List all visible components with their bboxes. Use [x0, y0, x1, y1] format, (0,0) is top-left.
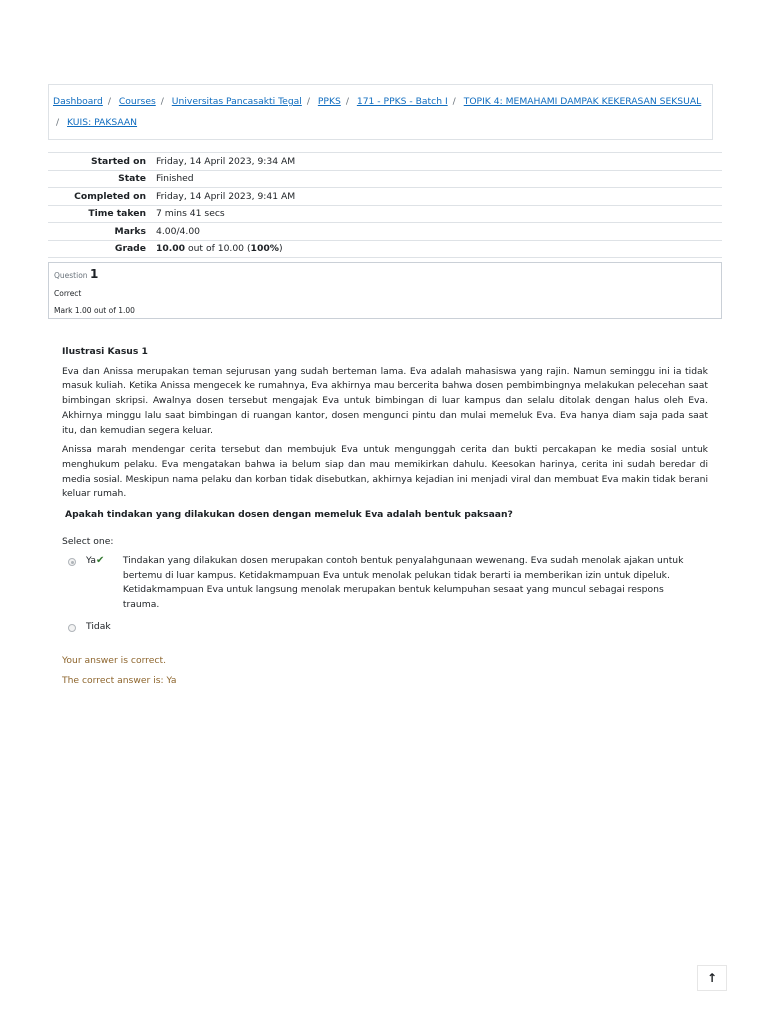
option-label: Ya: [86, 555, 96, 566]
breadcrumb-university[interactable]: Universitas Pancasakti Tegal: [171, 96, 302, 107]
select-one-label: Select one:: [62, 536, 114, 547]
outcome-feedback: [62, 655, 177, 695]
summary-row-started: [48, 153, 722, 171]
breadcrumb-separator: /: [107, 96, 111, 107]
breadcrumb-separator: /: [306, 96, 310, 107]
breadcrumb-ppks[interactable]: PPKS: [317, 96, 341, 107]
back-to-top-button[interactable]: [697, 965, 727, 991]
question-number: [54, 267, 716, 281]
summary-row-grade: [48, 240, 722, 258]
summary-row-state: [48, 170, 722, 188]
summary-row-completed: [48, 188, 722, 206]
summary-value: 7 mins 41 secs: [156, 208, 225, 220]
summary-value: Friday, 14 April 2023, 9:34 AM: [156, 155, 296, 167]
check-icon: ✔: [95, 555, 105, 566]
arrow-up-icon: ↑: [706, 971, 718, 985]
summary-label: Completed on: [74, 190, 146, 202]
grade-value: 10.00: [156, 243, 186, 255]
breadcrumb-batch[interactable]: 171 - PPKS - Batch I: [356, 96, 448, 107]
radio-ya[interactable]: [68, 558, 76, 566]
radio-tidak[interactable]: [68, 624, 76, 632]
summary-value: [156, 240, 722, 258]
breadcrumb-separator: /: [345, 96, 349, 107]
question-number-value: 1: [89, 267, 99, 281]
question-text: [62, 345, 708, 523]
summary-value: Friday, 14 April 2023, 9:41 AM: [156, 190, 296, 202]
breadcrumb-quiz[interactable]: KUIS: PAKSAAN: [67, 117, 138, 128]
breadcrumb-separator: /: [56, 117, 60, 128]
question-mark: Mark 1.00 out of 1.00: [54, 306, 135, 315]
breadcrumb-courses[interactable]: Courses: [118, 96, 156, 107]
summary-label: State: [118, 173, 146, 185]
grade-close: ): [278, 243, 283, 255]
summary-label: Grade: [114, 243, 146, 255]
breadcrumb-separator: /: [160, 96, 164, 107]
answer-option-tidak[interactable]: [62, 621, 708, 632]
breadcrumb-separator: /: [452, 96, 456, 107]
summary-row-time-taken: [48, 205, 722, 223]
attempt-summary-table: [48, 152, 722, 258]
answer-option-ya[interactable]: [62, 555, 708, 613]
case-paragraph-1: Eva dan Anissa merupakan teman sejurusan yang sudah berteman lama. Eva adalah mahasiswa yang rajin. Namun seminggu ini ia tidak masuk kuliah. Ketika Anissa mengecek ke rumahnya, Eva akhirnya mau bercerita bahwa dosen pembimbingnya melakukan pelecehan saat bimbingan skripsi. Awalnya dosen tersebut mengajak Eva untuk bimbingan di luar kampus dan selalu ditolak dengan halus oleh Eva. Akhirnya minggu lalu saat bimbingan di ruangan kantor, dosen mengunci pintu dan mulai memeluk Eva. Eva hanya diam saja pada saat itu, dan kemudian segera keluar.: [62, 365, 708, 436]
answer-block: [62, 536, 708, 638]
grade-percent: 100%: [250, 243, 279, 255]
case-paragraph-2: Anissa marah mendengar cerita tersebut dan membujuk Eva untuk mengunggah cerita dan bukti percakapan ke media sosial untuk menghukum pelaku. Eva mengatakan bahwa ia belum siap dan mau memikirkan dahulu. Keesokan harinya, cerita ini sudah beredar di media sosial. Meskipun nama pelaku dan korban tidak disebutkan, akhirnya kejadian ini menjadi viral dan membuat Eva makin tidak berani keluar rumah.: [62, 444, 708, 500]
option-label: Tidak: [86, 620, 111, 632]
summary-label: Time taken: [88, 208, 146, 220]
summary-label: Marks: [114, 225, 146, 237]
summary-row-marks: [48, 223, 722, 241]
correct-answer-text: The correct answer is: Ya: [62, 675, 177, 686]
question-info-box: [48, 262, 722, 319]
summary-label: Started on: [91, 155, 146, 167]
breadcrumb-dashboard[interactable]: Dashboard: [53, 96, 103, 107]
breadcrumb-topic[interactable]: TOPIK 4: MEMAHAMI DAMPAK KEKERASAN SEKSUAL: [463, 96, 702, 107]
question-label: Question: [54, 271, 90, 280]
answer-correct-text: Your answer is correct.: [62, 655, 166, 666]
option-feedback: Tindakan yang dilakukan dosen merupakan contoh bentuk penyalahgunaan wewenang. Eva sudah menolak ajakan untuk bertemu di luar kampus. Ketidakmampuan Eva untuk menolak pelukan tidak berarti ia memberikan izin untuk dipeluk. Ketidakmampuan Eva untuk langsung menolak merupakan bentuk kelumpuhan sesaat yang muncul sebagai respons trauma.: [122, 555, 684, 611]
case-title: Ilustrasi Kasus 1: [62, 346, 148, 357]
question-state: Correct: [54, 289, 82, 298]
option-label-wrap: [86, 555, 120, 566]
grade-out-of: out of 10.00 (: [185, 243, 251, 255]
summary-value: Finished: [156, 173, 194, 185]
breadcrumb: [48, 84, 713, 140]
question-prompt: Apakah tindakan yang dilakukan dosen dengan memeluk Eva adalah bentuk paksaan?: [65, 509, 513, 521]
summary-value: 4.00/4.00: [156, 225, 201, 237]
